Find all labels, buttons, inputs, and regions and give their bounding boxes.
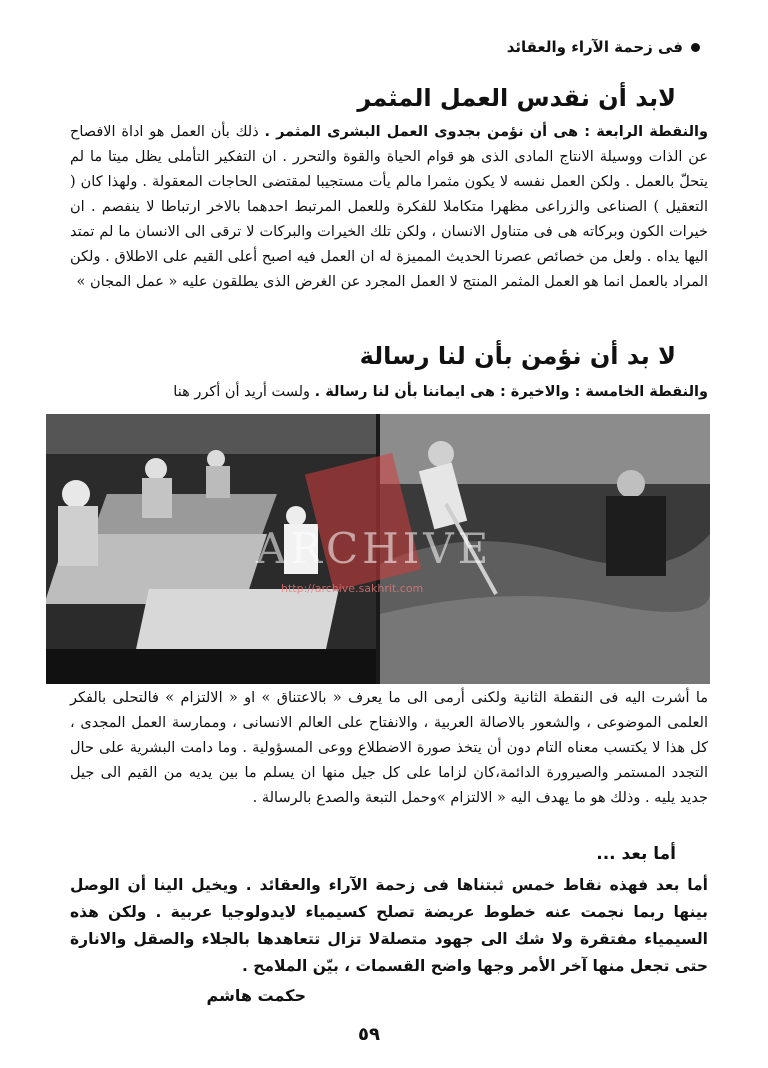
point-five-lead: والنقطة الخامسة : والاخيرة : هى ايماننا بأن لنا رسالة . xyxy=(314,384,708,400)
point-four-text: ذلك بأن العمل هو اداة الافصاح عن الذات ووسيلة الانتاج المادى الذى هو قوام الحياة والقوة والتحرر . ان التفكير التأملى يظل ميتا ما لم يتحلّ بالعمل . ولكن العمل نفسه لا يكون مثمرا مالم يأت مستجيبا لمقتضى الحاجات المعقولة . ولهذا كان ( التعقيل ) الصناعى والزراعى مظهرا متكاملا للفكرة وللعمل المرتبط احدهما بالاخر ارتباطا لا ينفصم . ان خيرات الكون وبركاته هى فى متناول الانسان ، ولكن تلك الخيرات والبركات لا ترقى الى الانسان ما لم تمتد اليها يداه . ولعل من خصائص عصرنا الحديث المميزة له ان العمل فيه اصبح أعلى القيم على الاطلاق . ولكن المراد بالعمل انما هو العمل المثمر المنتج لا العمل المجرد عن الغرض الذى يطلقون عليه « عمل المجان » xyxy=(70,124,708,290)
heading-sanctify-work: لابد أن نقدس العمل المثمر xyxy=(357,84,676,112)
point-four-lead: والنقطة الرابعة : هى أن نؤمن بجدوى العمل البشرى المثمر . xyxy=(264,124,709,140)
paragraph-point-five xyxy=(70,380,708,405)
running-head-text: فى زحمة الآراء والعقائد xyxy=(506,38,683,56)
heading-afterword: أما بعد ... xyxy=(596,844,676,864)
bullet-icon xyxy=(691,43,700,52)
paragraph-point-four xyxy=(70,120,708,295)
commitment-text: ما أشرت اليه فى النقطة الثانية ولكنى أرمى الى ما يعرف « بالاعتناق » او « الالتزام » فالتحلى بالفكر العلمى الموضوعى ، والشعور بالاصالة العربية ، والانفتاح على العالم الانسانى ، وممارسة العمل المجدى ، كل هذا لا يكتسب معناه التام دون أن يتخذ صورة الاضطلاع ووعى المسؤولية . وما دامت البشرية على حال التجدد المستمر والصيرورة الدائمة،كان لزاما على كل جيل منها ان يسلم ما بين يديه من القيم الى جيل جديد يليه . وذلك هو ما يهدف اليه « الالتزام »وحمل التبعة والصدع بالرسالة . xyxy=(70,690,708,806)
watermark-url: http://archive.sakhrit.com xyxy=(281,582,424,595)
running-head xyxy=(507,38,700,56)
paragraph-afterword xyxy=(70,872,708,980)
author-signature: حكمت هاشم xyxy=(206,986,306,1005)
paragraph-commitment xyxy=(70,686,708,811)
watermark-text: ARCHIVE xyxy=(256,524,493,573)
heading-mission: لا بد أن نؤمن بأن لنا رسالة xyxy=(359,342,676,370)
point-five-text: ولست أريد أن أكرر هنا xyxy=(173,384,311,400)
page-number: ٥٩ xyxy=(358,1024,380,1045)
photo-workers xyxy=(46,414,710,684)
afterword-text: أما بعد فهذه نقاط خمس ثبتناها فى زحمة الآراء والعقائد . ويخيل الينا أن الوصل بينها ربما نجمت عنه خطوط عريضة تصلح كسيمياء لايدولوجيا عربية . ولكن هذه السيمياء مفتقرة ولا شك الى جهود متصلةلا تزال تتعاهدها بالجلاء والصقل والانارة حتى تجعل منها آخر الأمر وجها واضح القسمات ، بيّن الملامح . xyxy=(70,876,708,975)
